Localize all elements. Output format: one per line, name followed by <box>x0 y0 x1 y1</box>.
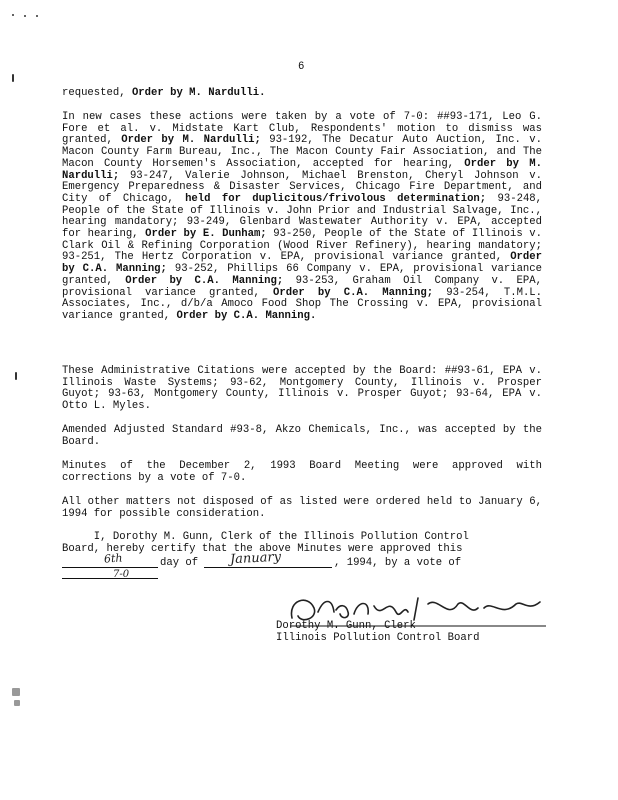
signatory-title: Illinois Pollution Control Board <box>276 632 480 644</box>
scan-speck <box>15 372 17 380</box>
certification-line-1: I, Dorothy M. Gunn, Clerk of the Illinois Pollution Control <box>62 531 469 543</box>
paragraph-new-cases <box>62 112 542 323</box>
paragraph-text-run: 93-192, The Decatur Auto Auction, Inc. v. Macon County Farm Bureau, Inc., The Macon County Fair Association, and The Macon County Horsemen's Association, accepted for hearing, <box>62 134 542 170</box>
order-attribution: Order by M. Nardulli; <box>62 157 542 182</box>
paragraph-text-run: In new cases these actions were taken by a vote of 7-0: ##93-171, <box>62 111 503 123</box>
signatory-name: Dorothy M. Gunn, Clerk <box>276 620 416 632</box>
paragraph-adjusted-standard: Amended Adjusted Standard #93-8, Akzo Chemicals, Inc., was accepted by the Board. <box>62 424 542 448</box>
handwritten-day: 6th <box>103 551 123 566</box>
paragraph-other-matters: All other matters not disposed of as listed were ordered held to January 6, 1994 for possible consideration. <box>62 496 542 520</box>
order-attribution: Order by C.A. Manning. <box>176 309 317 322</box>
opening-line <box>62 88 542 100</box>
paragraph-text-run: 93-248, People of the State of Illinois v. John Prior and Industrial Salvage, Inc., hearing mandatory; 93-249, Glenbard Wastewater Authority v. EPA, accepted for hearing, <box>62 192 543 241</box>
page-number: 6 <box>298 61 305 73</box>
paragraph-text-run: 93-254, T.M.L. Associates, Inc., d/b/a Amoco Food Shop The Crossing v. EPA, provisional variance granted, <box>62 286 543 322</box>
opening-text: requested, <box>62 87 132 99</box>
certification-block <box>62 532 542 555</box>
order-attribution: Order by C.A. Manning; <box>125 274 284 287</box>
paragraph-text-run: Leo G. Fore et al. v. Midstate Kart Club, Respondents' motion to dismiss was granted, <box>62 111 542 147</box>
day-blank-line <box>62 567 158 568</box>
month-blank-line <box>204 567 332 568</box>
paragraph-text-run: 93-250, People of the State of Illinois v. Clark Oil & Refining Corporation (Wood River Refinery), hearing mandatory; 93-251, The Hertz Corporation v. EPA, provisional variance granted, <box>62 228 542 264</box>
paragraph-text-run: 93-247, Valerie Johnson, Michael Brenston, Cheryl Johnson v. Emergency Preparedness & Disaster Services, Chicago Fire Department, and City of Chicago, <box>62 169 542 205</box>
scan-speck <box>24 15 26 17</box>
paragraph-citations: These Administrative Citations were accepted by the Board: ##93-61, EPA v. Illinois Waste Systems; 93-62, Montgomery County, Illinois v. Prosper Guyot; 93-63, Montgomery County, Illinois v. Prosper Guyot; 93-64, EPA v. Otto L. Myles. <box>62 365 542 413</box>
day-of-label: day of <box>160 557 199 569</box>
scan-speck <box>12 74 14 82</box>
order-attribution: Order by C.A. Manning; <box>273 286 434 299</box>
order-attribution: Order by M. Nardulli; <box>121 134 261 147</box>
order-attribution: held for duplicitous/frivolous determination; <box>185 192 487 205</box>
scan-speck <box>36 15 38 17</box>
order-attribution: Order by C.A. Manning; <box>62 251 542 276</box>
scan-speck <box>14 700 20 706</box>
paragraph-text-run: 93-252, Phillips 66 Company v. EPA, provisional variance granted, <box>62 263 542 287</box>
certification-line-2: Board, hereby certify that the above Minutes were approved this <box>62 542 463 555</box>
order-attribution: Order by E. Dunham; <box>145 228 267 241</box>
paragraph-minutes: Minutes of the December 2, 1993 Board Meeting were approved with corrections by a vote of 7-0. <box>62 460 542 484</box>
handwritten-month: January <box>229 549 282 568</box>
paragraph-text-run: 93-253, Graham Oil Company v. EPA, provisional variance granted, <box>62 274 542 299</box>
year-vote-label: , 1994, by a vote of <box>334 557 462 569</box>
scan-speck <box>12 14 14 16</box>
opening-order: Order by M. Nardulli. <box>131 87 266 99</box>
vote-blank-line <box>62 578 158 579</box>
handwritten-vote: 7-0 <box>113 569 130 580</box>
scan-speck <box>12 688 20 696</box>
